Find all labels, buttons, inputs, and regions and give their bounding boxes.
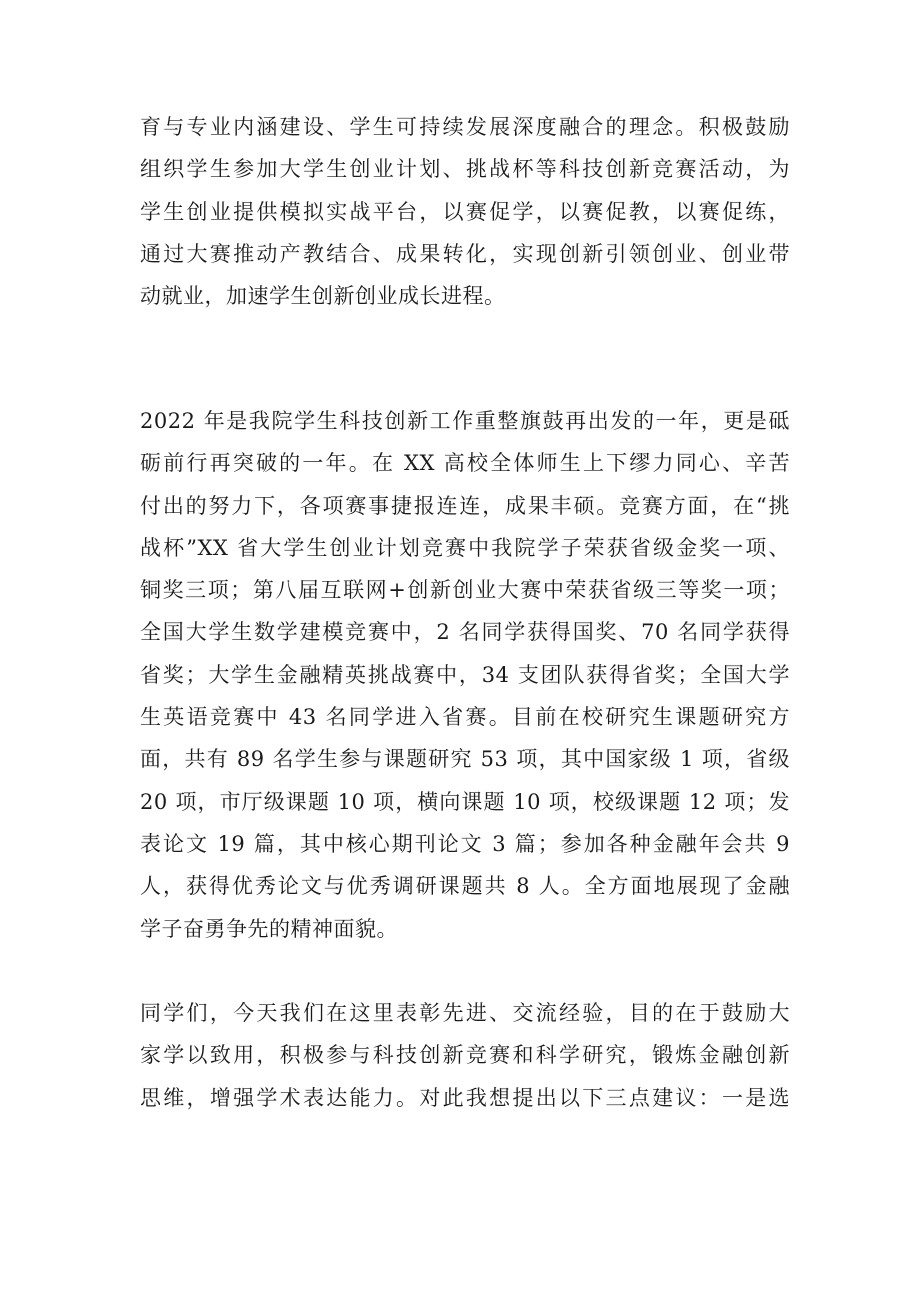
text-line: 砺前行再突破的一年。在 XX 高校全体师生上下缪力同心、辛苦 [140,451,790,476]
text-line: 面，共有 89 名学生参与课题研究 53 项，其中国家级 1 项，省级 [140,747,790,772]
text-line: 战杯”XX 省大学生创业计划竞赛中我院学子荣获省级金奖一项、 [140,535,790,560]
text-line: 育与专业内涵建设、学生可持续发展深度融合的理念。积极鼓励 [140,115,790,139]
text-line: 思维，增强学术表达能力。对此我想提出以下三点建议：一是选 [140,1085,790,1110]
text-line: 人，获得优秀论文与优秀调研课题共 8 人。全方面地展现了金融 [140,874,790,899]
text-line: 铜奖三项；第八届互联网+创新创业大赛中荣获省级三等奖一项； [140,578,790,603]
paragraph-2022-achievements [140,400,790,950]
text-line: 省奖；大学生金融精英挑战赛中，34 支团队获得省奖；全国大学 [140,662,790,687]
text-line: 付出的努力下，各项赛事捷报连连，成果丰硕。竞赛方面，在“挑 [140,493,790,518]
text-line: 2022 年是我院学生科技创新工作重整旗鼓再出发的一年，更是砥 [140,409,790,433]
text-line: 同学们，今天我们在这里表彰先进、交流经验，目的在于鼓励大 [140,1001,790,1025]
text-line: 生英语竞赛中 43 名同学进入省赛。目前在校研究生课题研究方 [140,705,790,730]
text-line: 表论文 19 篇，其中核心期刊论文 3 篇；参加各种金融年会共 9 [140,831,790,856]
text-line: 20 项，市厅级课题 10 项，横向课题 10 项，校级课题 12 项；发 [140,789,790,814]
text-line: 学生创业提供模拟实战平台，以赛促学，以赛促教，以赛促练， [140,199,790,224]
text-line: 动就业，加速学生创新创业成长进程。 [140,284,506,309]
text-line: 组织学生参加大学生创业计划、挑战杯等科技创新竞赛活动，为 [140,157,790,182]
text-line: 通过大赛推动产教结合、成果转化，实现创新引领创业、创业带 [140,241,790,266]
paragraph-innovation-education [140,106,790,317]
text-line: 学子奋勇争先的精神面貌。 [140,916,398,941]
text-line: 家学以致用，积极参与科技创新竞赛和科学研究，锻炼金融创新 [140,1043,790,1068]
text-line: 全国大学生数学建模竞赛中，2 名同学获得国奖、70 名同学获得 [140,620,790,645]
paragraph-suggestions [140,992,790,1119]
